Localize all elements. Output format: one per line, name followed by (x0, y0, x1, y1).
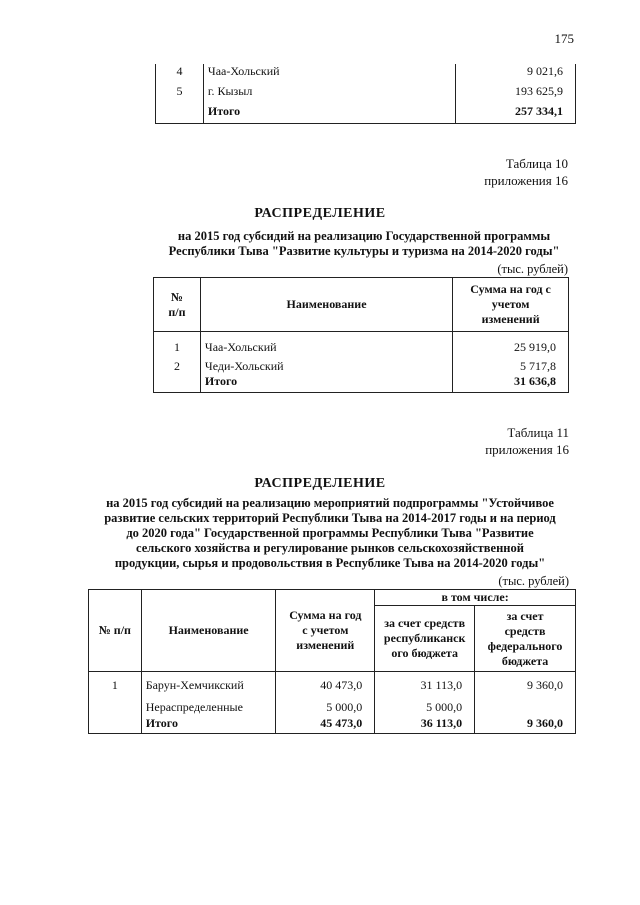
table10-units: (тыс. рублей) (497, 262, 568, 276)
col-header-num: № п/п (89, 590, 142, 672)
table-header-row (154, 278, 569, 332)
table11-caption-appendix: приложения 16 (485, 442, 569, 457)
table-row (156, 64, 576, 84)
table11-heading: РАСПРЕДЕЛЕНИЕ (254, 476, 386, 491)
page-number: 175 (554, 31, 574, 46)
row-name: Чеди-Хольский (200, 355, 452, 374)
col-header-sum: Сумма на год с учетом изменений (453, 278, 569, 332)
row-sum: 40 473,0 (276, 672, 375, 700)
row-federal (475, 700, 576, 716)
total-republican: 36 113,0 (375, 716, 475, 734)
table10 (153, 277, 569, 393)
row-name: Чаа-Хольский (203, 64, 455, 84)
table-total-row (156, 104, 576, 123)
row-number: 2 (154, 355, 201, 374)
table10-caption (484, 155, 568, 189)
row-number: 1 (154, 332, 201, 356)
col-header-name: Наименование (200, 278, 452, 332)
row-name: Чаа-Хольский (200, 332, 452, 356)
table-top (155, 64, 576, 124)
table11 (88, 589, 576, 734)
table-row (89, 672, 576, 700)
table11-units: (тыс. рублей) (498, 574, 569, 588)
table-total-row (154, 374, 569, 392)
row-number: 1 (89, 672, 142, 700)
row-number: 5 (156, 84, 204, 104)
row-sum: 25 919,0 (453, 332, 569, 356)
row-republican: 5 000,0 (375, 700, 475, 716)
row-sum: 193 625,9 (456, 84, 576, 104)
table-row (89, 700, 576, 716)
total-sum: 31 636,8 (453, 374, 569, 392)
table-row (156, 84, 576, 104)
row-name: Барун-Хемчикский (141, 672, 276, 700)
col-header-name: Наименование (141, 590, 276, 672)
table10-caption-appendix: приложения 16 (484, 173, 568, 188)
table10-heading: РАСПРЕДЕЛЕНИЕ (254, 206, 386, 221)
table11-caption-number: Таблица 11 (507, 425, 569, 440)
table10-subheading: на 2015 год субсидий на реализацию Государственной программы Республики Тыва "Развитие культуры и туризма на 2014-2020 годы" (168, 229, 560, 258)
col-header-republican: за счет средств республиканск ого бюджета (375, 606, 475, 672)
total-sum: 257 334,1 (456, 104, 576, 123)
table-row (154, 332, 569, 356)
col-header-sum: Сумма на год с учетом изменений (276, 590, 375, 672)
table-row (154, 355, 569, 374)
table-total-row (89, 716, 576, 734)
row-sum: 5 717,8 (453, 355, 569, 374)
row-sum: 9 021,6 (456, 64, 576, 84)
table11-subheading: на 2015 год субсидий на реализацию мероприятий подпрограммы "Устойчивое развитие сельских территорий Республики Тыва на 2014-2017 годы и на период до 2020 года" Государственной программы Республики Тыва "Развитие сельского хозяйства и регулирование рынков сельскохозяйственной продукции, сырья и продовольствия в Республике Тыва на 2014-2020 годы" (104, 496, 556, 570)
table10-caption-number: Таблица 10 (505, 156, 568, 171)
row-sum: 5 000,0 (276, 700, 375, 716)
total-label: Итого (203, 104, 455, 123)
row-name: г. Кызыл (203, 84, 455, 104)
col-header-including: в том числе: (375, 590, 576, 606)
row-federal: 9 360,0 (475, 672, 576, 700)
col-header-federal: за счет средств федерального бюджета (475, 606, 576, 672)
total-sum: 45 473,0 (276, 716, 375, 734)
row-name: Нераспределенные (141, 700, 276, 716)
total-federal: 9 360,0 (475, 716, 576, 734)
col-header-num: № п/п (154, 278, 201, 332)
table11-caption (485, 424, 569, 458)
total-label: Итого (141, 716, 276, 734)
total-label: Итого (200, 374, 452, 392)
row-number: 4 (156, 64, 204, 84)
row-republican: 31 113,0 (375, 672, 475, 700)
